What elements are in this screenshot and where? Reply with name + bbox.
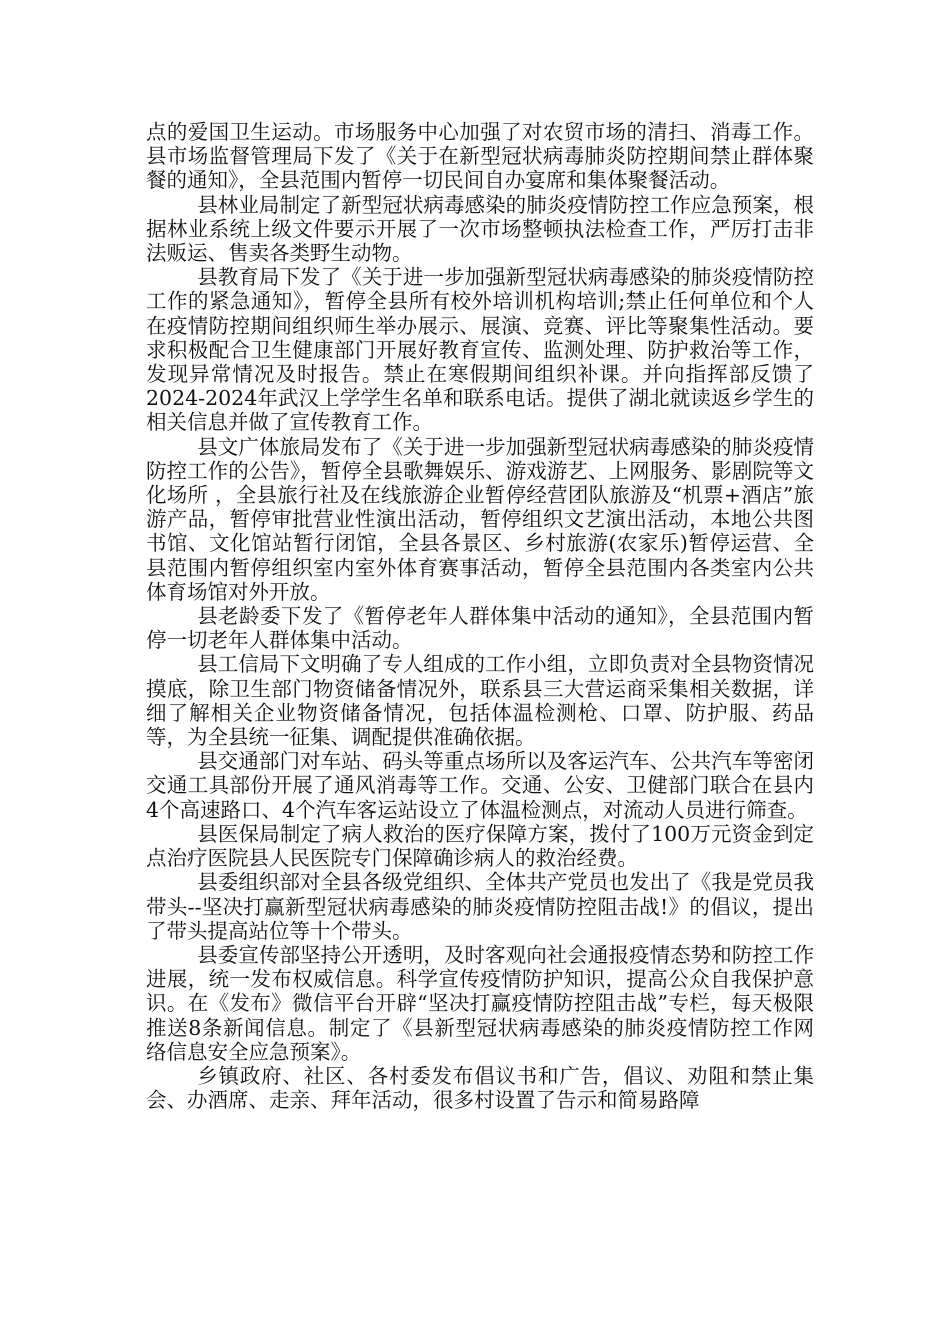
paragraph-forestry-bureau: 县林业局制定了新型冠状病毒感染的肺炎疫情防控工作应急预案，根据林业系统上级文件要示开展了一次市场整顿执法检查工作，严厉打击非法贩运、售卖各类野生动物。 — [146, 192, 814, 266]
paragraph-education-bureau: 县教育局下发了《关于进一步加强新型冠状病毒感染的肺炎疫情防控工作的紧急通知》，暂停全县所有校外培训机构培训;禁止任何单位和个人在疫情防控期间组织师生举办展示、展演、竞赛、评比等聚集性活动。要求积极配合卫生健康部门开展好教育宣传、监测处理、防护救治等工作，发现异常情况及时报告。禁止在寒假期间组织补课。并向指挥部反馈了2024-2024年武汉上学学生名单和联系电话。提供了湖北就读返乡学生的相关信息并做了宣传教育工作。 — [146, 265, 814, 435]
paragraph-organization-department: 县委组织部对全县各级党组织、全体共产党员也发出了《我是党员我带头--坚决打赢新型冠状病毒感染的肺炎疫情防控阻击战!》的倡议，提出了带头提高站位等十个带头。 — [146, 870, 814, 943]
document-body — [146, 120, 814, 1112]
paragraph-industry-it-bureau: 县工信局下文明确了专人组成的工作小组，立即负责对全县物资情况摸底，除卫生部门物资储备情况外，联系县三大营运商采集相关数据，详细了解相关企业物资储备情况，包括体温检测枪、口罩、防护服、药品等，为全县统一征集、调配提供准确依据。 — [146, 652, 814, 750]
paragraph-medical-insurance-bureau: 县医保局制定了病人救治的医疗保障方案，拨付了100万元资金到定点治疗医院县人民医院专门保障确诊病人的救治经费。 — [146, 821, 814, 871]
paragraph-continued: 点的爱国卫生运动。市场服务中心加强了对农贸市场的清扫、消毒工作。县市场监督管理局下发了《关于在新型冠状病毒肺炎防控期间禁止群体聚餐的通知》，全县范围内暂停一切民间自办宴席和集体聚餐活动。 — [146, 120, 814, 193]
paragraph-publicity-department: 县委宣传部坚持公开透明，及时客观向社会通报疫情态势和防控工作进展，统一发布权威信息。科学宣传疫情防护知识，提高公众自我保护意识。在《发布》微信平台开辟“坚决打赢疫情防控阻击战”专栏，每天极限推送8条新闻信息。制定了《县新型冠状病毒感染的肺炎疫情防控工作网络信息安全应急预案》。 — [146, 942, 814, 1064]
paragraph-aging-committee: 县老龄委下发了《暂停老年人群体集中活动的通知》，全县范围内暂停一切老年人群体集中活动。 — [146, 604, 814, 653]
paragraph-township-governments: 乡镇政府、社区、各村委发布倡议书和广告，倡议、劝阻和禁止集会、办酒席、走亲、拜年活动，很多村设置了告示和简易路障 — [146, 1063, 814, 1113]
paragraph-transport-department: 县交通部门对车站、码头等重点场所以及客运汽车、公共汽车等密闭交通工具部份开展了通风消毒等工作。交通、公安、卫健部门联合在县内4个高速路口、4个汽车客运站设立了体温检测点，对流动人员进行筛查。 — [146, 749, 814, 822]
paragraph-culture-tourism-bureau: 县文广体旅局发布了《关于进一步加强新型冠状病毒感染的肺炎疫情防控工作的公告》，暂停全县歌舞娱乐、游戏游艺、上网服务、影剧院等文化场所 ，全县旅行社及在线旅游企业暂停经营团队旅游及“机票+酒店”旅游产品，暂停审批营业性演出活动，暂停组织文艺演出活动，本地公共图书馆、文化馆站暂行闭馆，全县各景区、乡村旅游(农家乐)暂停运营、全县范围内暂停组织室内室外体育赛事活动，暂停全县范围内各类室内公共体育场馆对外开放。 — [146, 434, 814, 604]
